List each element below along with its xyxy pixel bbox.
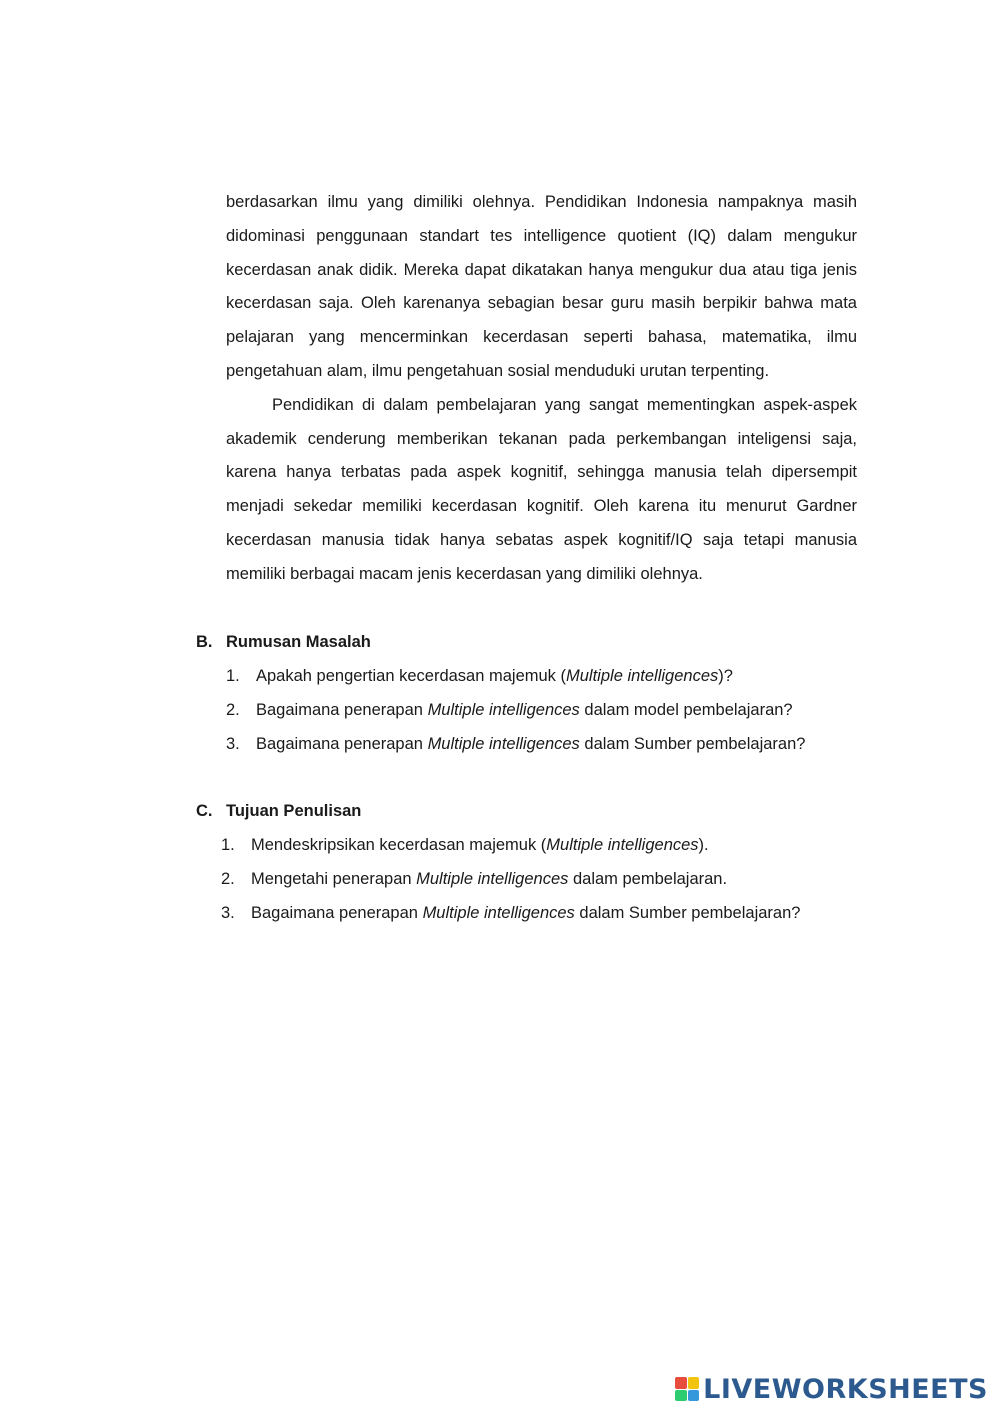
item-number: 2. — [221, 870, 235, 888]
item-emphasis: Multiple intelligences — [546, 836, 699, 854]
section-heading — [196, 625, 876, 659]
item-text: Apakah pengertian kecerdasan majemuk ( — [256, 667, 567, 685]
liveworksheets-logo-icon — [675, 1377, 699, 1401]
list-item — [196, 828, 876, 862]
item-emphasis: Multiple intelligences — [566, 667, 719, 685]
item-number: 3. — [221, 904, 235, 922]
item-text: Bagaimana penerapan — [256, 701, 428, 719]
logo-square — [675, 1377, 687, 1389]
logo-square — [688, 1377, 700, 1389]
section-rumusan-masalah — [196, 625, 876, 761]
list-item — [196, 896, 876, 930]
logo-square — [675, 1390, 687, 1402]
body-text — [226, 186, 857, 592]
list-item — [196, 727, 876, 761]
numbered-list — [196, 659, 876, 761]
item-text-end: )? — [718, 667, 733, 685]
item-text: Bagaimana penerapan — [251, 904, 423, 922]
item-text-end: dalam model pembelajaran? — [579, 701, 793, 719]
section-heading — [196, 794, 876, 828]
section-letter: C. — [196, 802, 213, 820]
section-letter: B. — [196, 633, 213, 651]
item-text: Mendeskripsikan kecerdasan majemuk ( — [251, 836, 547, 854]
item-emphasis: Multiple intelligences — [427, 701, 580, 719]
watermark-text: LIVEWORKSHEETS — [703, 1373, 988, 1405]
paragraph-2: Pendidikan di dalam pembelajaran yang sangat mementingkan aspek-aspek akademik cenderung memberikan tekanan pada perkembangan inteligensi saja, karena hanya terbatas pada aspek kognitif, sehingga manusia telah dipersempit menjadi sekedar memiliki kecerdasan kognitif. Oleh karena itu menurut Gardner kecerdasan manusia tidak hanya sebatas aspek kognitif/IQ saja tetapi manusia memiliki berbagai macam jenis kecerdasan yang dimiliki olehnya. — [226, 395, 857, 583]
paragraph-1: berdasarkan ilmu yang dimiliki olehnya. Pendidikan Indonesia nampaknya masih didominasi penggunaan standart tes intelligence quotient (IQ) dalam mengukur kecerdasan anak didik. Mereka dapat dikatakan hanya mengukur dua atau tiga jenis kecerdasan saja. Oleh karenanya sebagian besar guru masih berpikir bahwa mata pelajaran yang mencerminkan kecerdasan seperti bahasa, matematika, ilmu pengetahuan alam, ilmu pengetahuan sosial menduduki urutan terpenting. — [226, 193, 857, 380]
numbered-list — [196, 828, 876, 930]
item-number: 1. — [226, 667, 240, 685]
item-text: Bagaimana penerapan — [256, 735, 428, 753]
item-number: 3. — [226, 735, 240, 753]
item-emphasis: Multiple intelligences — [416, 870, 569, 888]
section-title: Rumusan Masalah — [226, 633, 371, 651]
item-number: 1. — [221, 836, 235, 854]
list-item — [196, 659, 876, 693]
logo-square — [688, 1390, 700, 1402]
section-tujuan-penulisan — [196, 794, 876, 930]
liveworksheets-watermark — [675, 1372, 988, 1406]
section-title: Tujuan Penulisan — [226, 802, 362, 820]
item-text: Mengetahi penerapan — [251, 870, 417, 888]
item-text-end: dalam pembelajaran. — [568, 870, 728, 888]
list-item — [196, 693, 876, 727]
item-text-end: dalam Sumber pembelajaran? — [574, 904, 801, 922]
item-emphasis: Multiple intelligences — [427, 735, 580, 753]
item-text-end: ). — [698, 836, 709, 854]
item-number: 2. — [226, 701, 240, 719]
item-emphasis: Multiple intelligences — [422, 904, 575, 922]
list-item — [196, 862, 876, 896]
item-text-end: dalam Sumber pembelajaran? — [579, 735, 806, 753]
